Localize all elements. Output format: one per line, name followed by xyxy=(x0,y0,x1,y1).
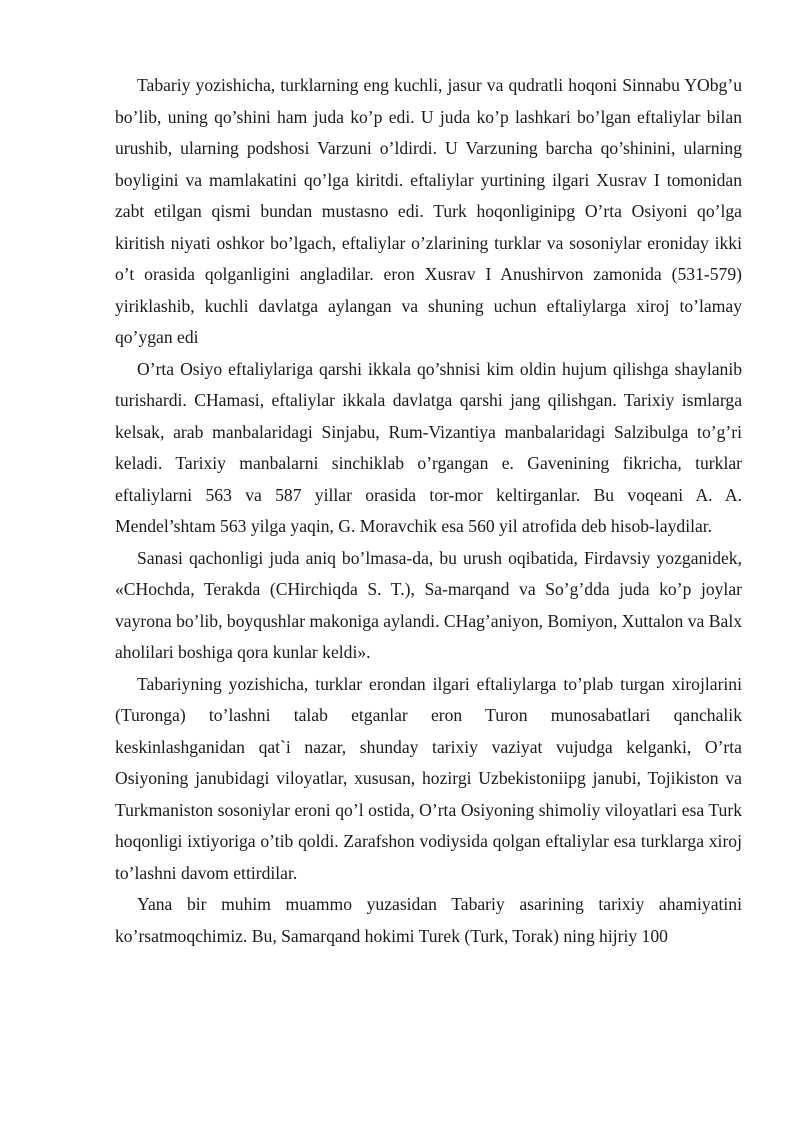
paragraph-turon-relations: Tabariyning yozishicha, turklar erondan ilgari eftaliylarga to’plab turgan xirojlarini (Turonga) to’lashni talab etganlar eron Turon munosabatlari qanchalik keskinlashganidan qat`i nazar, shunday tarixiy vaziyat vujudga kelganki, O’rta Osiyoning janubidagi viloyatlar, xususan, hozirgi Uzbekistoniipg janubi, Tojikiston va Turkmaniston sosoniylar eroni qo’l ostida, O’rta Osiyoning shimoliy viloyatlari esa Turk hoqonligi ixtiyoriga o’tib qoldi. Zarafshon vodiysida qolgan eftaliylar esa turklarga xiroj to’lashni davom ettirdilar. xyxy=(115,673,742,883)
paragraph-tabariy-sinnabu: Tabariy yozishicha, turklarning eng kuchli, jasur va qudratli hoqoni Sinnabu YObg’u bo’lib, uning qo’shini ham juda ko’p edi. U juda ko’p lashkari bo’lgan eftaliylar bilan urushib, ularning podshosi Varzuni o’ldirdi. U Varzuning barcha qo’shinini, ularning boyligini va mamlakatini qo’lga kiritdi. eftaliylar yurtining ilgari Xusrav I tomonidan zabt etilgan qismi bundan mustasno edi. Turk hoqonliginipg O’rta Osiyoni qo’lga kiritish niyati oshkor bo’lgach, eftaliylar o’zlarining turklar va sosoniylar eroniday ikki o’t orasida qolganligini angladilar. eron Xusrav I Anushirvon zamonida (531-579) yiriklashib, kuchli davlatga aylangan va shuning uchun eftaliylarga xiroj to’lamay qo’ygan edi xyxy=(115,75,742,347)
paragraph-firdavsiy-quote: Sanasi qachonligi juda aniq bo’lmasa-da, bu urush oqibatida, Firdavsiy yozganidek, «CHochda, Terakda (CHirchiqda S. T.), Sa-marqand va So’g’dda juda ko’p joylar vayrona bo’lib, boyqushlar makoniga aylandi. CHag’aniyon, Bomiyon, Xuttalon va Balx aholilari boshiga qora kunlar keldi». xyxy=(115,547,742,662)
paragraph-eftaliylar-neighbors: O’rta Osiyo eftaliylariga qarshi ikkala qo’shnisi kim oldin hujum qilishga shaylanib turishardi. CHamasi, eftaliylar ikkala davlatga qarshi jang qilishgan. Tarixiy ismlarga kelsak, arab manbalaridagi Sinjabu, Rum-Vizantiya manbalaridagi Salzibulga to’g’ri keladi. Tarixiy manbalarni sinchiklab o’rgangan e. Gavenining fikricha, turklar eftaliylarni 563 va 587 yillar orasida tor-mor keltirganlar. Bu voqeani A. A. Mendel’shtam 563 yilga yaqin, G. Moravchik esa 560 yil atrofida deb hisob-laydilar. xyxy=(115,358,742,536)
paragraph-samarqand-turek: Yana bir muhim muammo yuzasidan Tabariy asarining tarixiy ahamiyatini ko’rsatmoqchimiz. Bu, Samarqand hokimi Turek (Turk, Torak) ning hijriy 100 xyxy=(115,894,742,946)
document-page xyxy=(115,70,742,952)
